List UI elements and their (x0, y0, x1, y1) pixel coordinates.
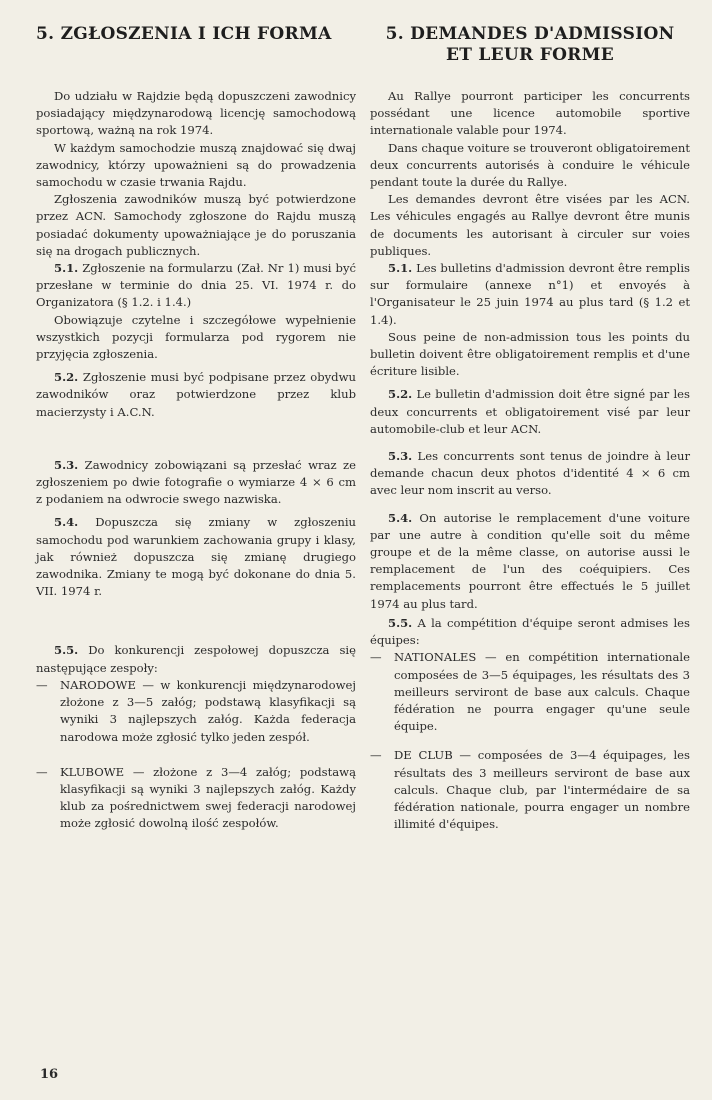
clause-5-2 (36, 369, 356, 421)
clause-text: Zawodnicy zobowiązani są przesłać wraz ze zgłoszeniem po dwie fotografie o wymiarze 4 × 6 cm z podaniem na odwrocie swego nazwiska. (36, 457, 357, 507)
paragraph: Au Rallye pourront participer les concurrents possédant une licence automobile sportive internationale valable pour 1974. (370, 89, 690, 138)
list-item-text: NATIONALES — en compétition internationale composées de 3—5 équipages, les résultats des 3 meilleurs serviront de base aux calculs. Chaque fédération ne pourra engager qu'une seule équipe. (394, 650, 690, 734)
clause-5-3 (370, 448, 690, 500)
clause-5-5 (370, 615, 690, 649)
list-item (370, 649, 690, 735)
list-dash: — (36, 764, 48, 779)
clause-number: 5.4. (388, 510, 413, 525)
paragraph: Dans chaque voiture se trouveront obligatoirement deux concurrents autorisés à conduire le véhicule pendant toute la durée du Rallye. (370, 140, 690, 190)
clause-5-5 (36, 642, 356, 676)
paragraph: Zgłoszenia zawodników muszą być potwierdzone przez ACN. Samochody zgłoszone do Rajdu muszą posiadać dokumenty upoważniające je do poruszania się na drogach publicznych. (36, 192, 356, 258)
clause-text: Le bulletin d'admission doit être signé par les deux concurrents et obligatoirement visé par leur automobile-club et leur ACN. (370, 387, 690, 436)
clause-number: 5.1. (54, 261, 79, 276)
clause-number: 5.4. (54, 515, 79, 530)
clause-number: 5.2. (388, 387, 413, 402)
clause-text: On autorise le remplacement d'une voiture par une autre à condition qu'elle soit du même groupe et de la même classe, on autorise aussi le remplacement de l'un des coéquipiers. Ces remplacements pourront être effectués le 5 juillet 1974 au plus tard. (370, 510, 690, 611)
polish-body (36, 88, 356, 833)
list-item-text: DE CLUB — composées de 3—4 équipages, les résultats des 3 meilleurs serviront de base aux calculs. Chaque club, par l'intermédaire de sa fédération nationale, pourra engager un nombre illimité d'équipes. (394, 748, 690, 832)
clause-number: 5.3. (388, 449, 413, 464)
list-item (370, 747, 690, 833)
clause-text: Zgłoszenie na formularzu (Zał. Nr 1) musi być przesłane w terminie do dnia 25. VI. 1974 r. do Organizatora (§ 1.2. i 1.4.) (36, 261, 356, 310)
list-dash: — (370, 650, 382, 665)
clause-text: Dopuszcza się zmiany w zgłoszeniu samochodu pod warunkiem zachowania grupy i klasy, jak również dopuszcza się zmianę drugiego zawodnika. Zmiany te mogą być dokonane do dnia 5. VII. 1974 r. (36, 515, 356, 599)
section-heading-polish: 5. ZGŁOSZENIA I ICH FORMA (36, 24, 332, 44)
clause-text: Les concurrents sont tenus de joindre à leur demande chacun deux photos d'identité 4 × 6 cm avec leur nom inscrit au verso. (370, 449, 690, 498)
polish-column (36, 24, 356, 833)
list-item (36, 764, 356, 833)
paragraph: Sous peine de non-admission tous les points du bulletin doivent être obligatoirement remplis et d'une écriture lisible. (370, 329, 690, 379)
clause-5-4 (36, 514, 356, 600)
paragraph: Obowiązuje czytelne i szczegółowe wypełnienie wszystkich pozycji formularza pod rygorem nie przyjęcia zgłoszenia. (36, 312, 356, 362)
clause-number: 5.3. (54, 457, 79, 472)
clause-number: 5.5. (54, 643, 79, 658)
section-heading-french: 5. DEMANDES D'ADMISSION ET LEUR FORME (385, 24, 675, 65)
clause-number: 5.5. (388, 615, 413, 630)
paragraph: Do udziału w Rajdzie będą dopuszczeni zawodnicy posiadający międzynarodową licencję samochodową sportową, ważną na rok 1974. (36, 89, 356, 138)
clause-number: 5.2. (54, 370, 79, 385)
french-body (370, 88, 690, 833)
clause-text: Zgłoszenie musi być podpisane przez obydwu zawodników oraz potwierdzone przez klub macierzysty i A.C.N. (36, 370, 356, 419)
clause-5-1 (36, 260, 356, 312)
list-item-text: KLUBOWE — złożone z 3—4 załóg; podstawą klasyfikacji są wyniki 3 najlepszych załóg. Każdy klub za pośrednictwem swej federacji narodowej może zgłosić dowolną ilość zespołów. (60, 764, 356, 831)
clause-text: A la compétition d'équipe seront admises les équipes: (370, 615, 690, 648)
clause-text: Les bulletins d'admission devront être remplis sur formulaire (annexe n°1) et envoyés à l'Organisateur le 25 juin 1974 au plus tard (§ 1.2 et 1.4). (370, 261, 690, 327)
paragraph: Les demandes devront être visées par les ACN. Les véhicules engagés au Rallye devront être munis de documents les autorisant à circuler sur voies publiques. (370, 192, 690, 258)
page-number: 16 (40, 1067, 59, 1082)
french-column (370, 24, 690, 833)
paragraph: W każdym samochodzie muszą znajdować się dwaj zawodnicy, którzy upoważnieni są do prowadzenia samochodu w czasie trwania Rajdu. (36, 140, 356, 190)
list-dash: — (370, 748, 382, 763)
clause-5-3 (36, 457, 356, 509)
clause-text: Do konkurencji zespołowej dopuszcza się następujące zespoły: (36, 643, 357, 675)
clause-5-2 (370, 386, 690, 438)
clause-5-4 (370, 510, 690, 613)
clause-5-1 (370, 260, 690, 329)
list-item-text: NARODOWE — w konkurencji międzynarodowej złożone z 3—5 załóg; podstawą klasyfikacji są wyniki 3 najlepszych załóg. Każda federacja narodowa może zgłosić tylko jeden zespół. (60, 677, 356, 744)
list-item (36, 677, 356, 746)
list-dash: — (36, 677, 48, 692)
clause-number: 5.1. (388, 261, 413, 276)
